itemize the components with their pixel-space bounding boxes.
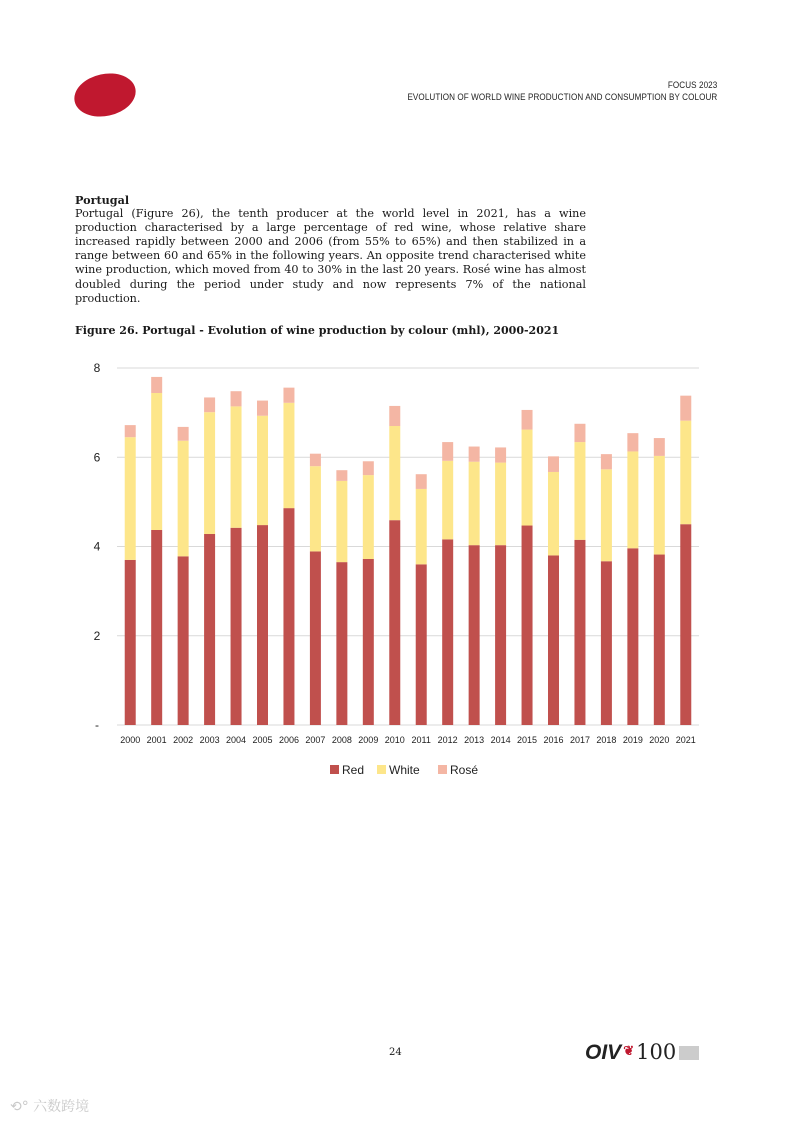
- watermark: ⟲° 六数跨境: [10, 1099, 90, 1115]
- bar-red-2010: [389, 520, 400, 725]
- y-tick-label: 8: [93, 361, 101, 375]
- bar-rose-2014: [495, 447, 506, 462]
- x-tick-label: 2006: [278, 735, 299, 745]
- bar-red-2020: [654, 555, 665, 725]
- bar-white-2001: [151, 393, 162, 530]
- legend-label-rose: Rosé: [450, 763, 479, 777]
- x-tick-label: 2004: [226, 735, 247, 745]
- bar-white-2019: [627, 451, 638, 548]
- page-header: [407, 79, 717, 103]
- x-tick-label: 2007: [305, 735, 326, 745]
- bar-white-2006: [283, 403, 294, 508]
- bar-rose-2020: [654, 438, 665, 456]
- logo-mark-icon: [679, 1046, 699, 1060]
- bar-rose-2008: [336, 470, 347, 481]
- x-tick-label: 2020: [649, 735, 670, 745]
- legend-swatch-rose: [438, 765, 447, 774]
- x-tick-label: 2010: [384, 735, 405, 745]
- header-line-1: FOCUS 2023: [667, 80, 717, 90]
- bar-white-2005: [257, 416, 268, 525]
- x-tick-label: 2011: [411, 735, 431, 745]
- bar-red-2000: [125, 560, 136, 725]
- bar-red-2009: [363, 559, 374, 725]
- bar-red-2013: [469, 545, 480, 725]
- bar-white-2009: [363, 475, 374, 559]
- bar-white-2011: [416, 489, 427, 564]
- bar-red-2011: [416, 564, 427, 725]
- bar-red-2018: [601, 561, 612, 725]
- logo-blob: [70, 68, 139, 122]
- x-tick-label: 2008: [331, 735, 352, 745]
- x-tick-label: 2001: [146, 735, 167, 745]
- bar-rose-2007: [310, 454, 321, 466]
- bar-rose-2016: [548, 456, 559, 472]
- x-tick-label: 2015: [517, 735, 538, 745]
- bar-red-2014: [495, 545, 506, 725]
- bar-rose-2012: [442, 442, 453, 461]
- bar-red-2012: [442, 539, 453, 725]
- x-tick-label: 2018: [596, 735, 617, 745]
- legend-label-white: White: [389, 763, 420, 777]
- bar-rose-2021: [680, 396, 691, 421]
- bar-red-2017: [574, 540, 585, 725]
- y-tick-label: 4: [93, 539, 101, 554]
- bar-white-2004: [231, 406, 242, 527]
- legend-label-red: Red: [342, 763, 365, 777]
- section-body: Portugal (Figure 26), the tenth producer at the world level in 2021, has a wine production characterised by a large percentage of red wine, whose relative share increased rapidly between 2000 and 2006 (from 55% to 65%) and then stabilized in a range between 60 and 65% in the following years. An opposite trend characterised white wine production, which moved from 40 to 30% in the last 20 years. Rosé wine has almost doubled during the period under study and now represents 7% of the national production.: [75, 207, 586, 305]
- x-tick-label: 2000: [120, 735, 141, 745]
- bar-white-2008: [336, 481, 347, 562]
- bar-white-2018: [601, 469, 612, 561]
- figure-title: Figure 26. Portugal - Evolution of wine production by colour (mhl), 2000-2021: [75, 324, 560, 337]
- header-line-2: EVOLUTION OF WORLD WINE PRODUCTION AND CONSUMPTION BY COLOUR: [407, 92, 717, 102]
- x-tick-label: 2009: [358, 735, 379, 745]
- stacked-bar-chart: [0, 350, 793, 790]
- bar-rose-2001: [151, 377, 162, 393]
- bar-white-2002: [178, 441, 189, 557]
- y-tick-label: 6: [93, 450, 101, 465]
- bar-red-2016: [548, 555, 559, 725]
- oiv-100-logo: [585, 1040, 699, 1065]
- x-tick-label: 2016: [543, 735, 564, 745]
- bar-white-2021: [680, 421, 691, 525]
- bar-rose-2010: [389, 406, 400, 426]
- bar-white-2014: [495, 463, 506, 546]
- bar-rose-2004: [231, 391, 242, 406]
- legend-swatch-red: [330, 765, 339, 774]
- bar-white-2015: [522, 430, 533, 526]
- oiv-100-text: 100: [636, 1040, 677, 1064]
- x-tick-label: 2017: [569, 735, 590, 745]
- legend-swatch-white: [377, 765, 386, 774]
- bar-rose-2000: [125, 425, 136, 437]
- bar-white-2000: [125, 437, 136, 560]
- oiv-text: OIV: [585, 1041, 622, 1064]
- bar-white-2003: [204, 412, 215, 534]
- bar-rose-2011: [416, 474, 427, 489]
- bar-rose-2005: [257, 401, 268, 416]
- bar-red-2008: [336, 562, 347, 725]
- bar-rose-2002: [178, 427, 189, 441]
- bar-red-2007: [310, 551, 321, 725]
- bar-rose-2018: [601, 454, 612, 469]
- x-tick-label: 2012: [437, 735, 458, 745]
- bar-red-2004: [231, 528, 242, 725]
- bar-rose-2003: [204, 397, 215, 412]
- bar-red-2021: [680, 524, 691, 725]
- bar-rose-2019: [627, 433, 638, 451]
- bar-red-2006: [283, 508, 294, 725]
- bar-red-2002: [178, 556, 189, 725]
- bar-rose-2009: [363, 461, 374, 475]
- portugal-section: [75, 193, 586, 306]
- x-tick-label: 2013: [464, 735, 485, 745]
- y-tick-label: -: [95, 718, 99, 732]
- bar-white-2017: [574, 442, 585, 540]
- x-tick-label: 2021: [675, 735, 696, 745]
- x-tick-label: 2019: [622, 735, 643, 745]
- bar-white-2013: [469, 462, 480, 545]
- bar-red-2001: [151, 530, 162, 725]
- bar-white-2010: [389, 426, 400, 520]
- bar-rose-2015: [522, 410, 533, 430]
- bar-red-2005: [257, 525, 268, 725]
- bar-rose-2006: [283, 388, 294, 403]
- bar-white-2012: [442, 461, 453, 540]
- grape-icon: ❦: [623, 1043, 635, 1058]
- x-tick-label: 2005: [252, 735, 273, 745]
- bar-red-2003: [204, 534, 215, 725]
- bar-rose-2013: [469, 447, 480, 462]
- bar-white-2016: [548, 472, 559, 555]
- page-number: 24: [389, 1047, 402, 1058]
- section-heading: Portugal: [75, 193, 130, 207]
- x-tick-label: 2014: [490, 735, 511, 745]
- bar-white-2007: [310, 466, 321, 551]
- bar-rose-2017: [574, 424, 585, 442]
- x-tick-label: 2002: [173, 735, 194, 745]
- bar-red-2019: [627, 548, 638, 725]
- bar-white-2020: [654, 456, 665, 555]
- x-tick-label: 2003: [199, 735, 220, 745]
- y-tick-label: 2: [93, 628, 101, 643]
- bar-red-2015: [522, 526, 533, 725]
